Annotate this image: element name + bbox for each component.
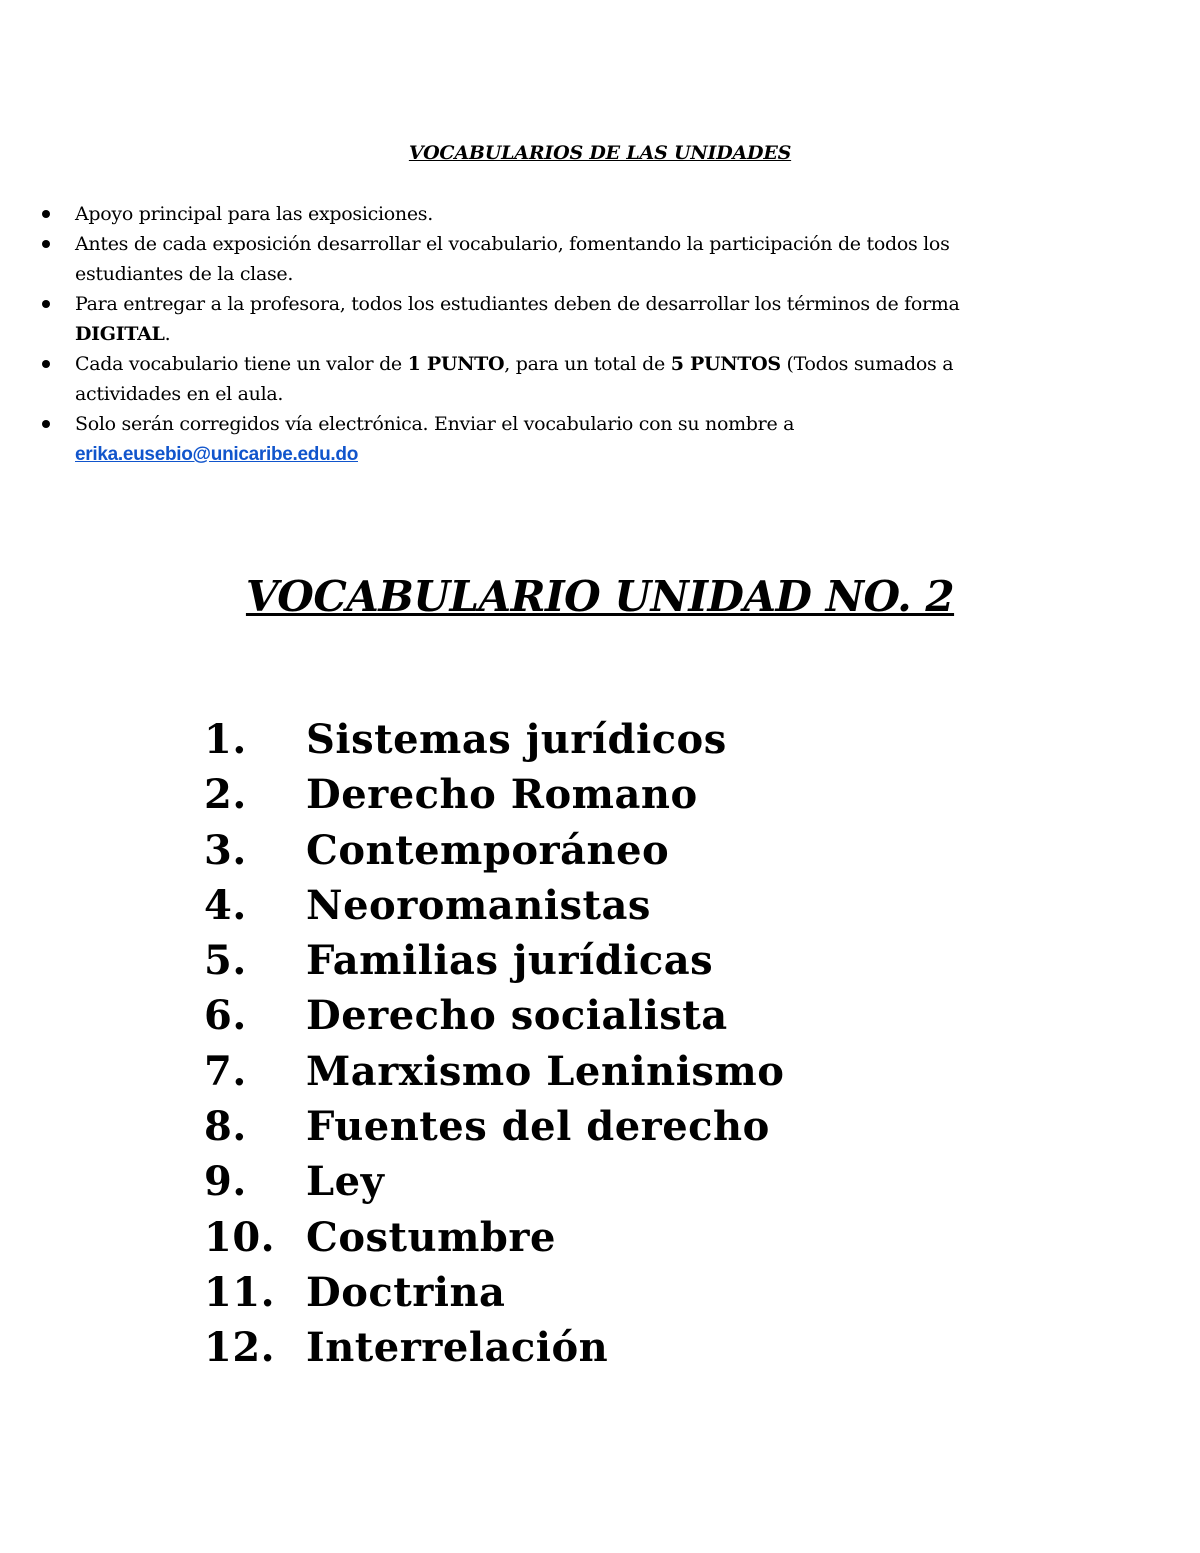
instruction-emphasis: 1 PUNTO	[407, 353, 505, 375]
instruction-item	[42, 289, 1042, 349]
instruction-item	[42, 229, 1042, 289]
vocabulary-term: Neoromanistas	[306, 881, 651, 929]
vocabulary-term: Derecho Romano	[306, 771, 698, 819]
item-number: 6.	[204, 992, 247, 1040]
instruction-text: (Todos sumados a actividades en el aula.	[75, 353, 954, 405]
vocabulary-term: Marxismo Leninismo	[306, 1047, 785, 1095]
instruction-item	[42, 349, 1042, 409]
item-number: 8.	[204, 1103, 247, 1151]
vocabulary-item	[204, 988, 784, 1043]
vocabulary-term: Contemporáneo	[306, 826, 670, 874]
bullet-icon	[42, 360, 50, 368]
vocabulary-item	[204, 1099, 784, 1154]
vocabulary-term: Doctrina	[306, 1268, 506, 1316]
header-title: VOCABULARIOS DE LAS UNIDADES	[408, 142, 792, 164]
item-number: 1.	[204, 716, 247, 763]
instruction-text: Antes de cada exposición desarrollar el vocabulario, fomentando la participación de todos los estudiantes de la clase.	[75, 233, 950, 285]
main-title: VOCABULARIO UNIDAD NO. 2	[245, 572, 955, 621]
vocabulary-term: Interrelación	[306, 1324, 609, 1372]
item-number: 12.	[204, 1324, 276, 1372]
instruction-text: .	[164, 323, 171, 345]
item-number: 10.	[204, 1213, 276, 1261]
vocabulary-term: Sistemas jurídicos	[306, 716, 727, 763]
item-number: 5.	[204, 937, 247, 985]
item-number: 3.	[204, 826, 247, 874]
bullet-icon	[42, 300, 50, 308]
vocabulary-item	[204, 1320, 784, 1375]
instruction-text: , para un total de	[504, 353, 671, 375]
item-number: 2.	[204, 771, 247, 819]
vocabulary-item	[204, 878, 784, 933]
vocabulary-item	[204, 1154, 784, 1209]
instruction-text: Solo serán corregidos vía electrónica. Enviar el vocabulario con su nombre a	[75, 413, 795, 435]
instruction-item	[42, 199, 1042, 229]
vocabulary-item	[204, 1265, 784, 1320]
vocabulary-item	[204, 1210, 784, 1265]
instruction-item	[42, 409, 1042, 470]
vocabulary-item	[204, 933, 784, 988]
vocabulary-item	[204, 767, 784, 822]
vocabulary-list	[204, 712, 784, 1376]
vocabulary-item	[204, 712, 784, 767]
bullet-icon	[42, 240, 50, 248]
email-link[interactable]: erika.eusebio@unicaribe.edu.do	[75, 444, 358, 465]
instruction-emphasis: 5 PUNTOS	[670, 353, 781, 375]
vocabulary-term: Derecho socialista	[306, 992, 728, 1040]
vocabulary-term: Fuentes del derecho	[306, 1103, 770, 1151]
bullet-icon	[42, 210, 50, 218]
instruction-text: Para entregar a la profesora, todos los estudiantes deben de desarrollar los términos de forma	[75, 293, 960, 315]
vocabulary-term: Costumbre	[306, 1213, 556, 1261]
item-number: 9.	[204, 1158, 247, 1206]
vocabulary-term: Familias jurídicas	[306, 937, 714, 985]
instruction-text: Cada vocabulario tiene un valor de	[75, 353, 408, 375]
vocabulary-item	[204, 823, 784, 878]
vocabulary-item	[204, 1044, 784, 1099]
bullet-icon	[42, 420, 50, 428]
item-number: 4.	[204, 881, 247, 929]
item-number: 11.	[204, 1268, 276, 1316]
instruction-emphasis: DIGITAL	[75, 323, 165, 345]
instructions-list	[42, 199, 1042, 470]
item-number: 7.	[204, 1047, 247, 1095]
instruction-text: Apoyo principal para las exposiciones.	[75, 203, 433, 225]
vocabulary-term: Ley	[306, 1158, 385, 1206]
